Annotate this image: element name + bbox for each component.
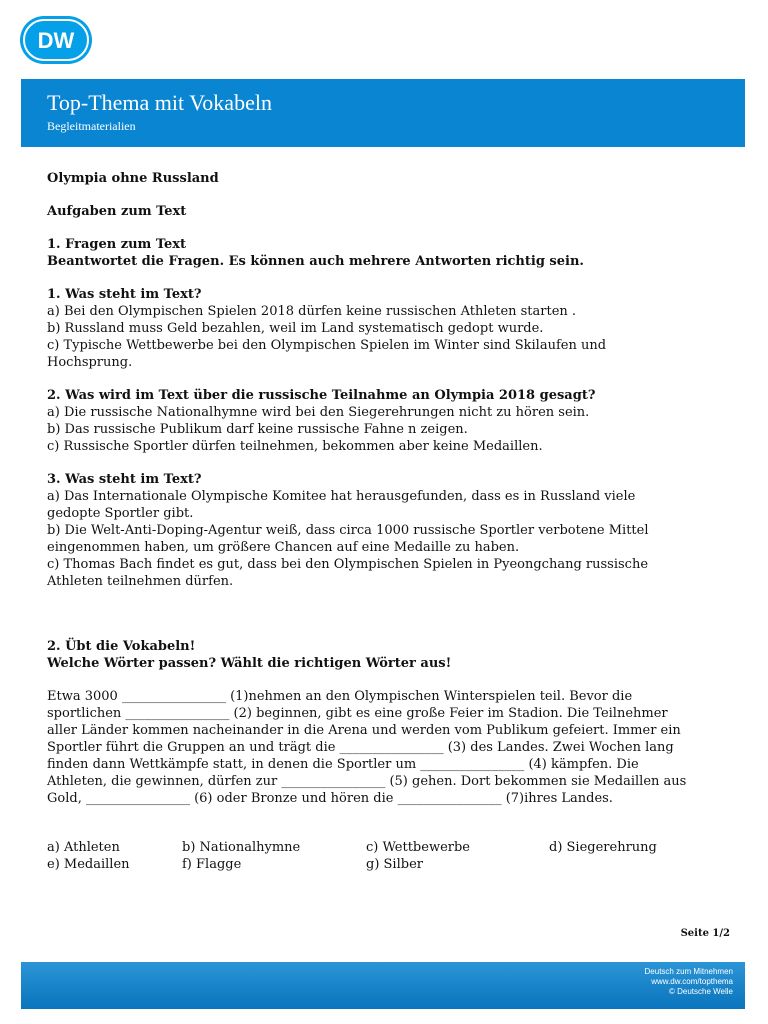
- header-banner: [21, 79, 745, 147]
- header-title: Top-Thema mit Vokabeln: [47, 90, 272, 115]
- header-subtitle: Begleitmaterialien: [47, 119, 136, 133]
- section2-heading: 2. Übt die Vokabeln!: [47, 639, 196, 654]
- svg-text:DW: DW: [37, 28, 75, 53]
- doc-title: Olympia ohne Russland: [47, 171, 219, 186]
- question-2-answer-a: a) Die russische Nationalhymne wird bei den Siegerehrungen nicht zu hören sein.: [47, 405, 590, 420]
- option-g: g) Silber: [366, 857, 423, 872]
- question-3-answer-c: c) Thomas Bach findet es gut, dass bei den Olympischen Spielen in Pyeongchang russische Athleten teilnehmen dürfen.: [47, 557, 649, 589]
- dw-logo: [20, 16, 92, 64]
- section1-heading: 1. Fragen zum Text: [47, 237, 187, 252]
- question-2-answer-b: b) Das russische Publikum darf keine russische Fahne n zeigen.: [47, 422, 468, 437]
- question-1-answer-a: a) Bei den Olympischen Spielen 2018 dürfen keine russischen Athleten starten .: [47, 304, 577, 319]
- footer-line-1: Deutsch zum Mitnehmen: [644, 967, 733, 976]
- option-e: e) Medaillen: [47, 857, 130, 872]
- question-1-answer-c: c) Typische Wettbewerbe bei den Olympischen Spielen im Winter sind Skilaufen und Hochsprung.: [47, 338, 607, 370]
- section1-instruction: Beantwortet die Fragen. Es können auch mehrere Antworten richtig sein.: [47, 254, 584, 269]
- page-number: Seite 1/2: [680, 928, 730, 939]
- question-3: 3. Was steht im Text?: [47, 472, 202, 487]
- cloze-text: Etwa 3000 ________________ (1)nehmen an den Olympischen Winterspielen teil. Bevor die sportlichen ________________ (2) beginnen, gibt es eine große Feier im Stadion. Die Teilnehmer aller Länder kommen nacheinander in die Arena und werden vom Publikum gefeiert. Immer ein Sportler führt die Gruppen an und trägt die ________________ (3) des Landes. Zwei Wochen lang finden dann Wettkämpfe statt, in denen die Sportler um ________________ (4) kämpfen. Die Athleten, die gewinnen, dürfen zur ________________ (5) gehen. Dort bekommen sie Medaillen aus Gold, ________________ (6) oder Bronze und hören die ________________ (7)ihres Landes.: [47, 689, 687, 806]
- footer-banner: [21, 962, 745, 1009]
- word-options: [47, 839, 687, 873]
- section2-instruction: Welche Wörter passen? Wählt die richtigen Wörter aus!: [47, 656, 452, 671]
- worksheet-content: [47, 170, 687, 873]
- footer-text: [645, 967, 733, 997]
- question-1: 1. Was steht im Text?: [47, 287, 202, 302]
- option-b: b) Nationalhymne: [182, 840, 301, 855]
- dw-logo-icon: [20, 16, 92, 64]
- footer-line-3: © Deutsche Welle: [669, 987, 733, 996]
- question-2: 2. Was wird im Text über die russische Teilnahme an Olympia 2018 gesagt?: [47, 388, 596, 403]
- option-f: f) Flagge: [182, 857, 242, 872]
- option-c: c) Wettbewerbe: [366, 840, 470, 855]
- question-3-answer-b: b) Die Welt-Anti-Doping-Agentur weiß, dass circa 1000 russische Sportler verbotene Mittel eingenommen haben, um größere Chancen auf eine Medaille zu haben.: [47, 523, 649, 555]
- question-3-answer-a: a) Das Internationale Olympische Komitee hat herausgefunden, dass es in Russland viele gedopte Sportler gibt.: [47, 489, 636, 521]
- tasks-heading: Aufgaben zum Text: [47, 204, 187, 219]
- option-d: d) Siegerehrung: [549, 840, 657, 855]
- question-2-answer-c: c) Russische Sportler dürfen teilnehmen, bekommen aber keine Medaillen.: [47, 439, 543, 454]
- footer-line-2: www.dw.com/topthema: [651, 977, 733, 986]
- option-a: a) Athleten: [47, 840, 120, 855]
- question-1-answer-b: b) Russland muss Geld bezahlen, weil im Land systematisch gedopt wurde.: [47, 321, 544, 336]
